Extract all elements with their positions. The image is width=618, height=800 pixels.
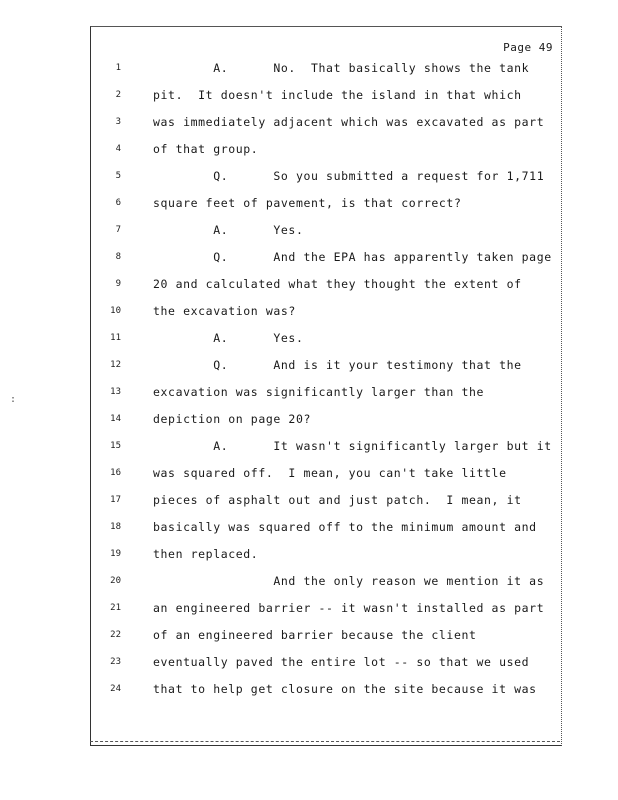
line-number: 3: [115, 117, 121, 127]
line-number: 7: [115, 225, 121, 235]
line-number: 6: [115, 198, 121, 208]
transcript-line: excavation was significantly larger than the: [153, 385, 485, 399]
line-number: 23: [110, 657, 121, 667]
transcript-line: A. No. That basically shows the tank: [153, 61, 530, 75]
line-number: 8: [115, 252, 121, 262]
line-number: 20: [110, 576, 121, 586]
transcript-line: the excavation was?: [153, 304, 296, 318]
transcript-line: of that group.: [153, 142, 259, 156]
transcript-line: Q. And the EPA has apparently taken page: [153, 250, 552, 264]
transcript-line: Q. And is it your testimony that the: [153, 358, 522, 372]
line-number: 11: [110, 333, 121, 343]
transcript-line: pit. It doesn't include the island in that which: [153, 88, 522, 102]
transcript-line: an engineered barrier -- it wasn't installed as part: [153, 601, 545, 615]
transcript-line: Q. So you submitted a request for 1,711: [153, 169, 545, 183]
line-number: 10: [110, 306, 121, 316]
transcript-line: A. Yes.: [153, 223, 304, 237]
transcript-line: And the only reason we mention it as: [153, 574, 545, 588]
line-number: 5: [115, 171, 121, 181]
line-number: 2: [115, 90, 121, 100]
line-number: 21: [110, 603, 121, 613]
line-number: 24: [110, 684, 121, 694]
transcript-line: was squared off. I mean, you can't take little: [153, 466, 507, 480]
transcript-line: eventually paved the entire lot -- so that we used: [153, 655, 530, 669]
line-number: 14: [110, 414, 121, 424]
transcript-line: was immediately adjacent which was excavated as part: [153, 115, 545, 129]
transcript-line: then replaced.: [153, 547, 259, 561]
transcript-line: square feet of pavement, is that correct?: [153, 196, 462, 210]
line-number: 17: [110, 495, 121, 505]
line-number: 22: [110, 630, 121, 640]
line-number: 4: [115, 144, 121, 154]
line-number: 15: [110, 441, 121, 451]
transcript-line: of an engineered barrier because the client: [153, 628, 477, 642]
transcript-line: that to help get closure on the site because it was: [153, 682, 537, 696]
transcript-line: pieces of asphalt out and just patch. I mean, it: [153, 493, 522, 507]
line-number: 16: [110, 468, 121, 478]
line-number: 9: [115, 279, 121, 289]
page-number: Page 49: [503, 41, 553, 54]
line-number: 19: [110, 549, 121, 559]
transcript-line: A. It wasn't significantly larger but it: [153, 439, 552, 453]
transcript-line: A. Yes.: [153, 331, 304, 345]
scan-speck: :: [10, 394, 17, 405]
line-number: 18: [110, 522, 121, 532]
transcript-line: basically was squared off to the minimum amount and: [153, 520, 537, 534]
transcript-line: 20 and calculated what they thought the extent of: [153, 277, 522, 291]
transcript-line: depiction on page 20?: [153, 412, 311, 426]
bottom-rule: [90, 741, 560, 742]
line-number: 12: [110, 360, 121, 370]
line-number: 13: [110, 387, 121, 397]
transcript-page: [90, 26, 562, 746]
line-number: 1: [115, 63, 121, 73]
